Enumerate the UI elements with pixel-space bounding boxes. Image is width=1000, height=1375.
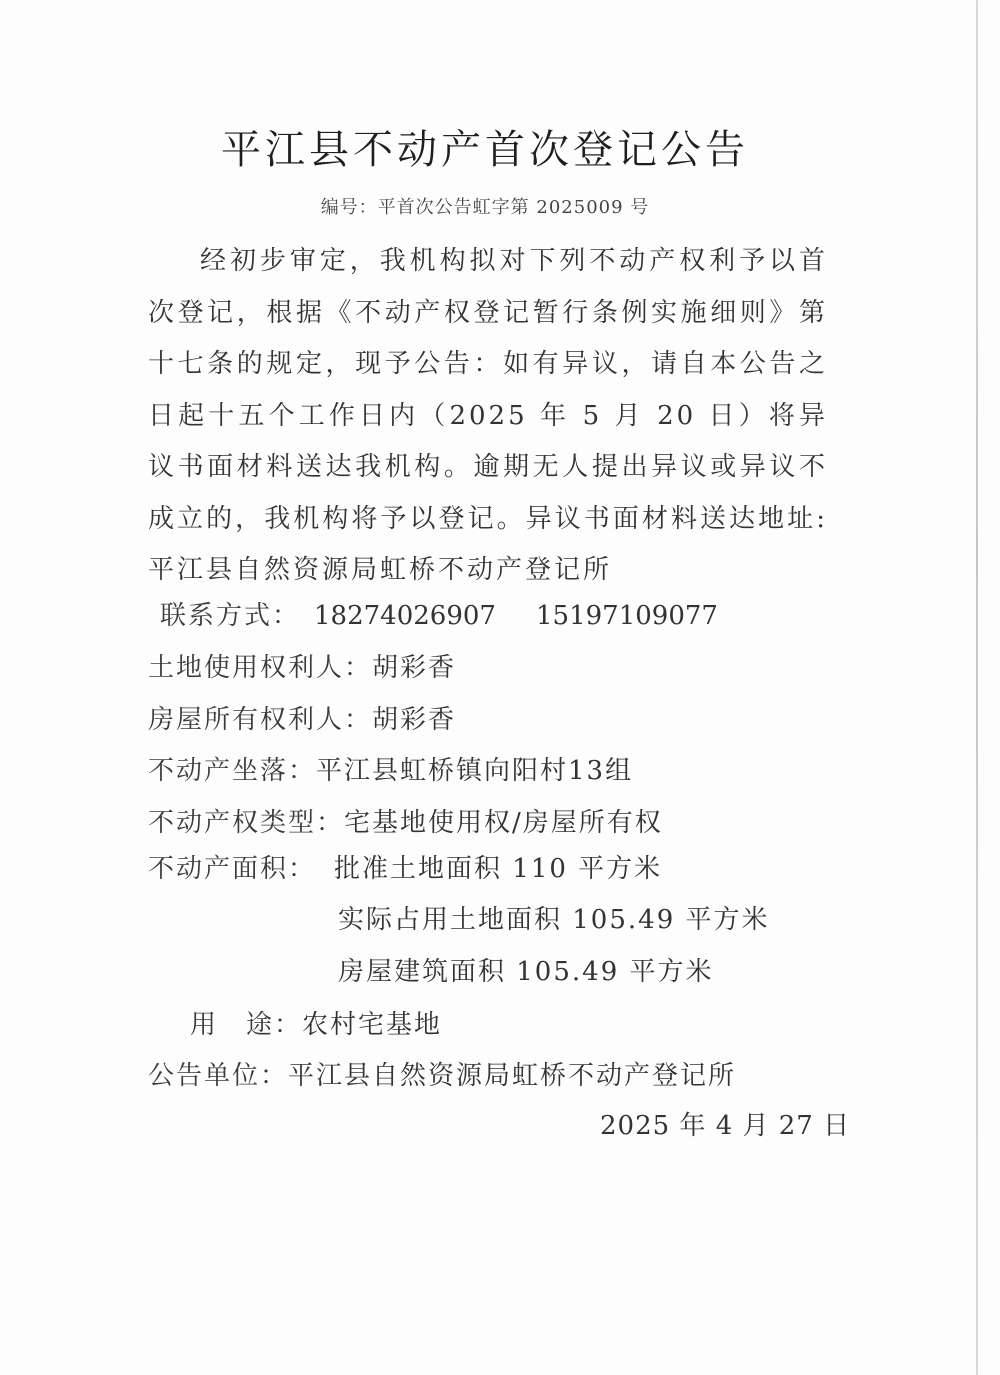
actual-land-area: 实际占用土地面积 105.49 平方米	[338, 905, 770, 935]
notice-date: 2025 年 4 月 27 日	[600, 1111, 851, 1141]
land-right-holder-line	[148, 647, 456, 684]
usage-line	[190, 1004, 442, 1041]
scan-edge-shadow	[976, 0, 978, 1375]
issuer-value: 平江县自然资源局虹桥不动产登记所	[288, 1061, 737, 1091]
contact-phone-2: 15197109077	[535, 601, 718, 631]
contact-label: 联系方式：	[160, 601, 301, 631]
right-type-line	[148, 802, 663, 839]
land-right-holder-value: 胡彩香	[372, 653, 457, 683]
location-value: 平江县虹桥镇向阳村13组	[316, 756, 634, 786]
right-type-label: 不动产权类型：	[148, 808, 345, 838]
issuer-line	[148, 1055, 736, 1092]
house-owner-label: 房屋所有权利人：	[148, 705, 373, 735]
issuer-label: 公告单位：	[148, 1061, 289, 1091]
approved-land-area: 批准土地面积 110 平方米	[334, 854, 663, 884]
notice-body: 经初步审定，我机构拟对下列不动产权利予以首次登记，根据《不动产权登记暂行条例实施细则》第十七条的规定，现予公告：如有异议，请自本公告之日起十五个工作日内（2025 年 5 月 20 日）将异议书面材料送达我机构。逾期无人提出异议或异议不成立的，我机构将予以登记。异议书面材料送达地址:平江县自然资源局虹桥不动产登记所	[148, 246, 828, 585]
notice-title: 平江县不动产首次登记公告	[221, 127, 749, 173]
area-label: 不动产面积：	[148, 854, 317, 884]
document-number: 编号：平首次公告虹字第 2025009 号	[320, 197, 650, 218]
location-line	[148, 750, 633, 787]
right-type-value: 宅基地使用权/房屋所有权	[344, 808, 663, 838]
usage-label: 用 途：	[190, 1010, 303, 1040]
house-owner-value: 胡彩香	[372, 705, 457, 735]
location-label: 不动产坐落：	[148, 756, 317, 786]
area-line	[148, 848, 662, 885]
contact-line	[160, 595, 718, 632]
building-area: 房屋建筑面积 105.49 平方米	[338, 957, 714, 987]
contact-phone-1: 18274026907	[314, 601, 496, 631]
usage-value: 农村宅基地	[302, 1010, 443, 1040]
house-owner-line	[148, 699, 456, 736]
land-right-holder-label: 土地使用权利人：	[148, 653, 373, 683]
